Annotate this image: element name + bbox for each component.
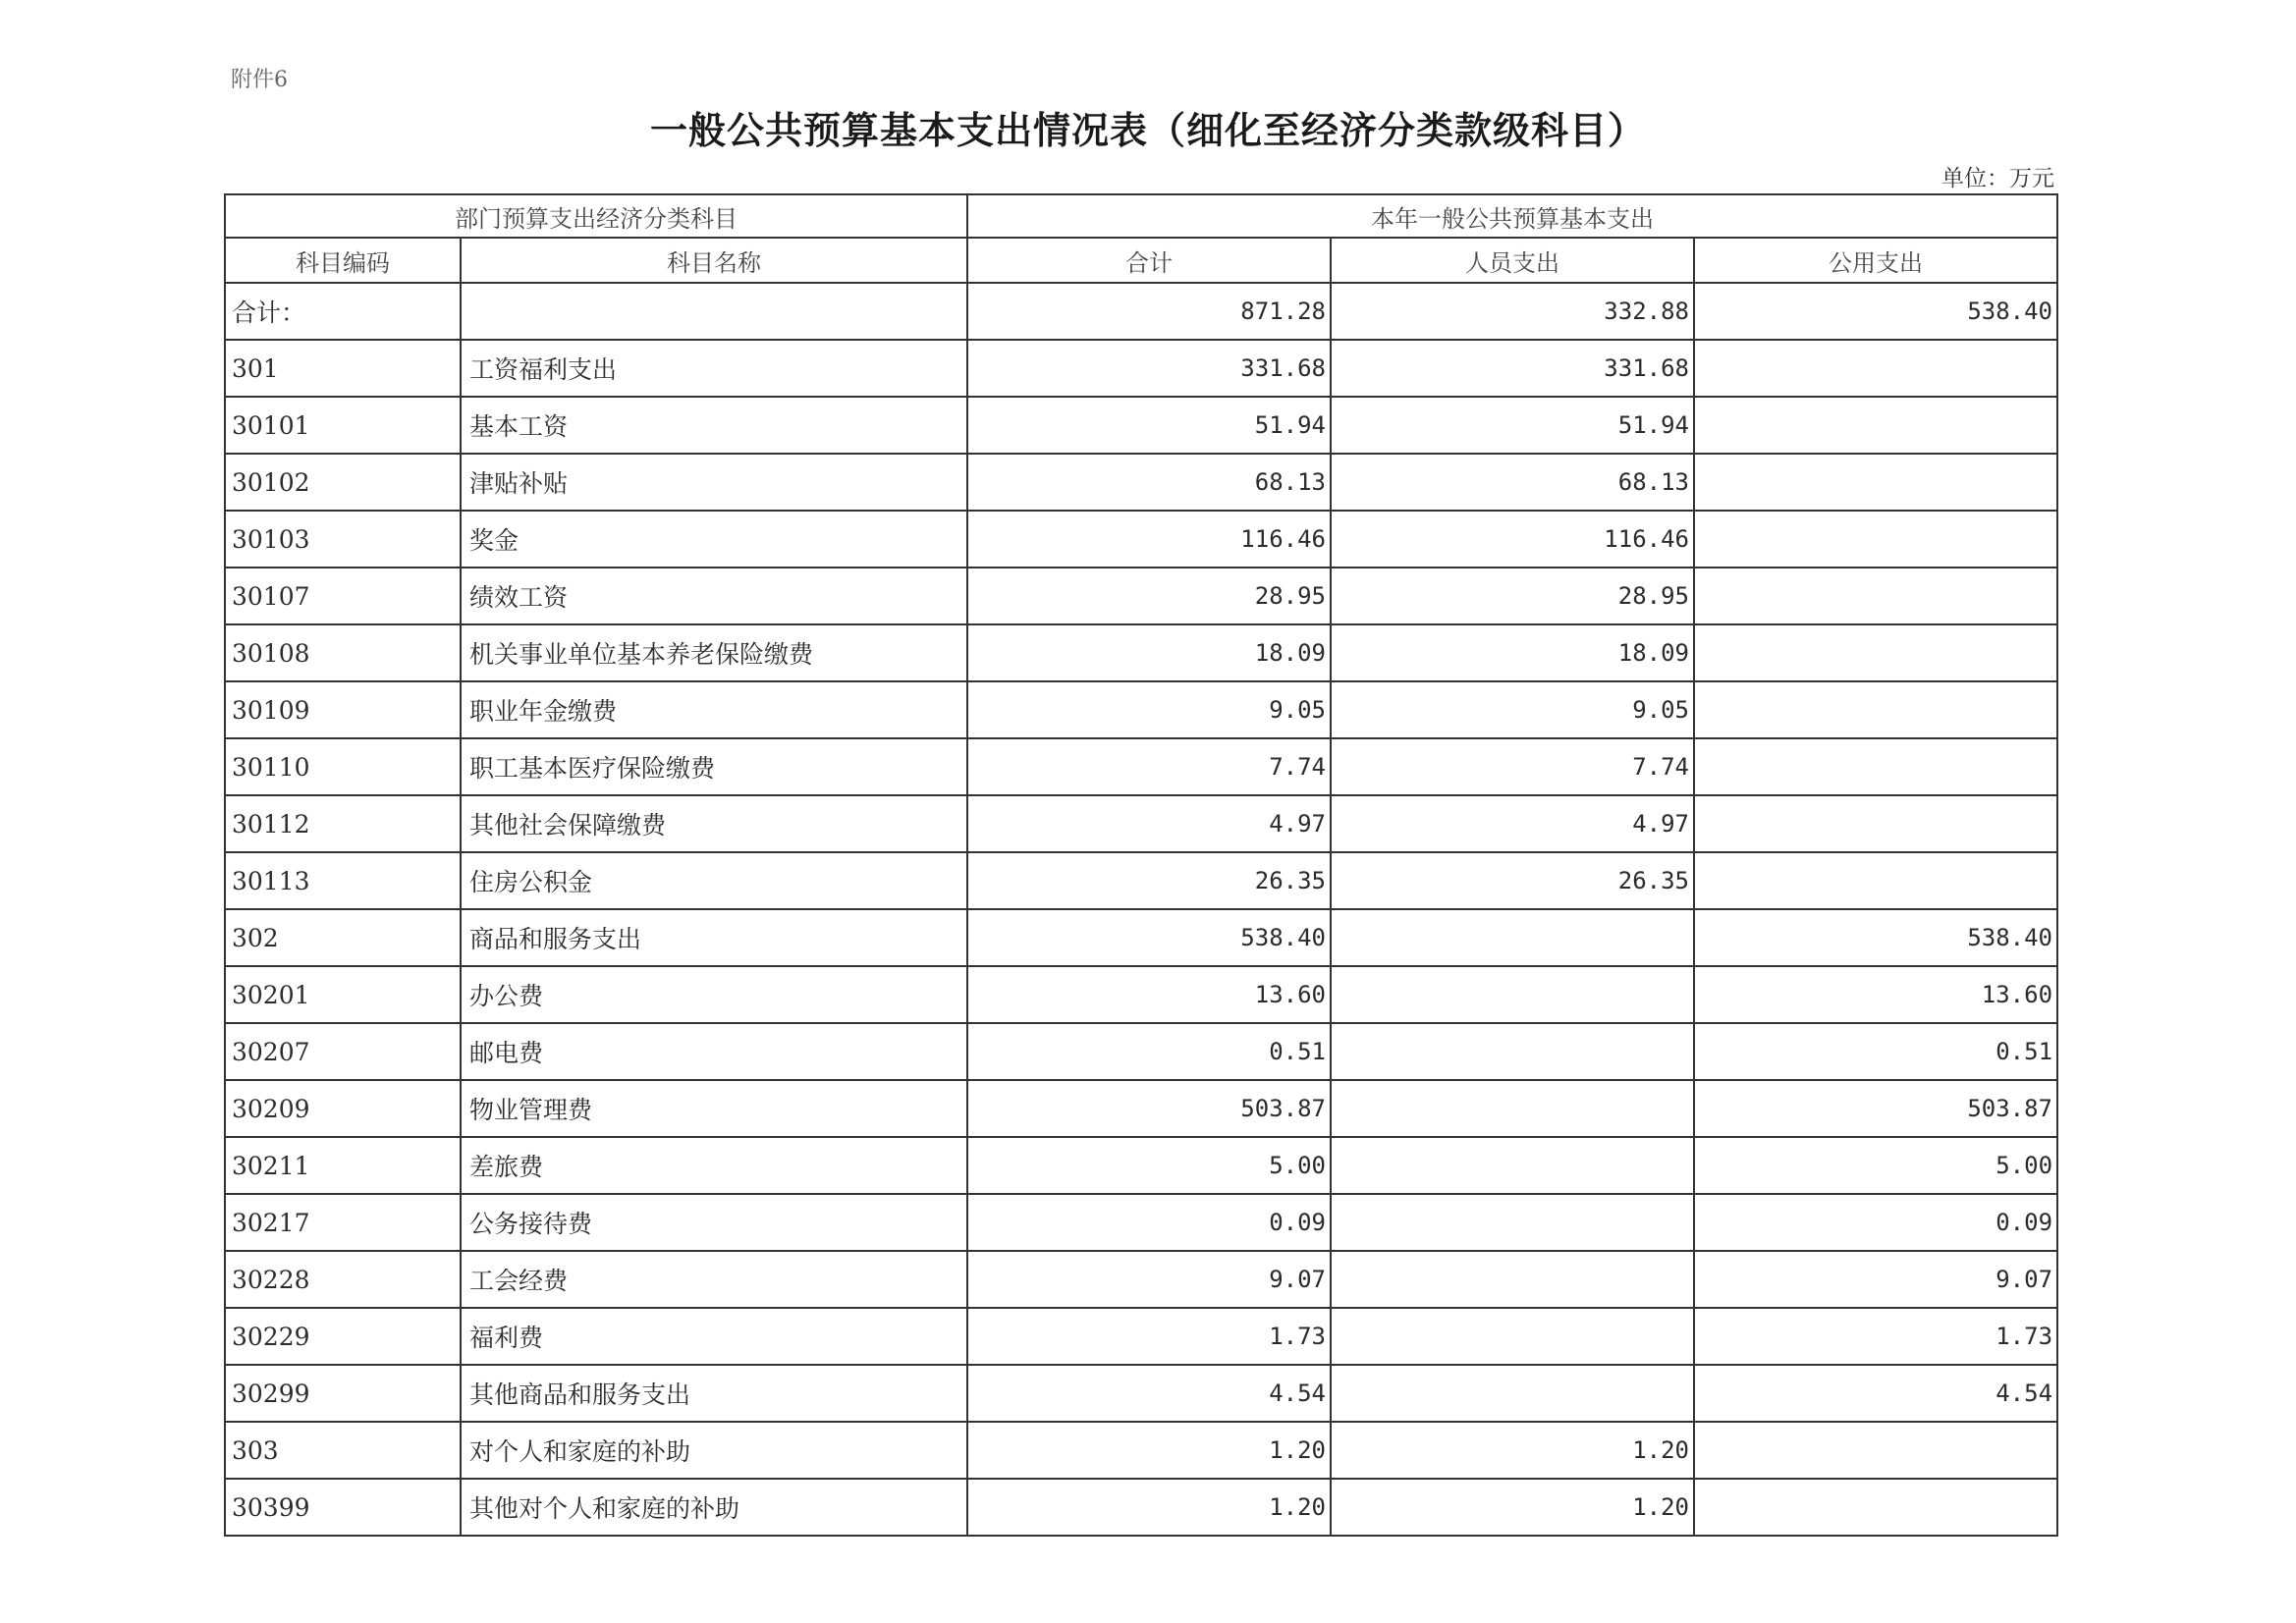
cell-public: 538.40: [1694, 909, 2057, 966]
cell-public: [1694, 738, 2057, 795]
cell-name: 物业管理费: [461, 1080, 967, 1137]
cell-personnel: [1331, 1308, 1694, 1365]
cell-public: 13.60: [1694, 966, 2057, 1023]
cell-personnel: 1.20: [1331, 1479, 1694, 1536]
cell-code: 合计：: [225, 283, 461, 340]
cell-name: 职业年金缴费: [461, 681, 967, 738]
column-header-row: [225, 238, 2057, 283]
cell-public: [1694, 624, 2057, 681]
cell-name: 其他社会保障缴费: [461, 795, 967, 852]
cell-code: 30102: [225, 454, 461, 511]
cell-personnel: 7.74: [1331, 738, 1694, 795]
cell-personnel: 26.35: [1331, 852, 1694, 909]
table-row: [225, 738, 2057, 795]
cell-name: 基本工资: [461, 397, 967, 454]
cell-name: 办公费: [461, 966, 967, 1023]
cell-code: 30103: [225, 511, 461, 568]
cell-public: 538.40: [1694, 283, 2057, 340]
unit-label: 单位：万元: [1941, 166, 2054, 191]
cell-name: 住房公积金: [461, 852, 967, 909]
cell-total: 5.00: [967, 1137, 1331, 1194]
cell-personnel: 28.95: [1331, 568, 1694, 624]
cell-public: [1694, 340, 2057, 397]
cell-personnel: 332.88: [1331, 283, 1694, 340]
cell-total: 4.97: [967, 795, 1331, 852]
cell-personnel: 51.94: [1331, 397, 1694, 454]
cell-personnel: 116.46: [1331, 511, 1694, 568]
cell-code: 30217: [225, 1194, 461, 1251]
cell-code: 301: [225, 340, 461, 397]
cell-public: 5.00: [1694, 1137, 2057, 1194]
table-row: [225, 1365, 2057, 1422]
cell-public: [1694, 397, 2057, 454]
table-row: [225, 454, 2057, 511]
cell-code: 30211: [225, 1137, 461, 1194]
cell-personnel: [1331, 966, 1694, 1023]
cell-name: 其他对个人和家庭的补助: [461, 1479, 967, 1536]
cell-personnel: [1331, 1194, 1694, 1251]
budget-table: [224, 193, 2058, 1537]
cell-public: [1694, 681, 2057, 738]
table-row: [225, 1308, 2057, 1365]
cell-code: 30110: [225, 738, 461, 795]
table-row: [225, 681, 2057, 738]
cell-total: 116.46: [967, 511, 1331, 568]
cell-code: 30101: [225, 397, 461, 454]
cell-total: 538.40: [967, 909, 1331, 966]
cell-personnel: [1331, 1137, 1694, 1194]
cell-total: 51.94: [967, 397, 1331, 454]
group-header-expenditure: 本年一般公共预算基本支出: [967, 194, 2057, 238]
cell-public: [1694, 852, 2057, 909]
cell-personnel: [1331, 909, 1694, 966]
cell-personnel: [1331, 1251, 1694, 1308]
cell-name: [461, 283, 967, 340]
group-header-classification: 部门预算支出经济分类科目: [225, 194, 967, 238]
cell-name: 福利费: [461, 1308, 967, 1365]
cell-name: 工资福利支出: [461, 340, 967, 397]
cell-total: 68.13: [967, 454, 1331, 511]
column-header-code: 科目编码: [225, 238, 461, 283]
cell-public: [1694, 511, 2057, 568]
cell-name: 机关事业单位基本养老保险缴费: [461, 624, 967, 681]
cell-code: 30107: [225, 568, 461, 624]
cell-personnel: [1331, 1365, 1694, 1422]
cell-public: 0.51: [1694, 1023, 2057, 1080]
table-row: [225, 1251, 2057, 1308]
cell-total: 503.87: [967, 1080, 1331, 1137]
column-header-total: 合计: [967, 238, 1331, 283]
table-row: [225, 624, 2057, 681]
cell-code: 30113: [225, 852, 461, 909]
cell-name: 奖金: [461, 511, 967, 568]
table-row: [225, 1422, 2057, 1479]
table-row: [225, 1137, 2057, 1194]
cell-code: 30299: [225, 1365, 461, 1422]
cell-total: 9.07: [967, 1251, 1331, 1308]
cell-code: 30112: [225, 795, 461, 852]
cell-name: 其他商品和服务支出: [461, 1365, 967, 1422]
cell-total: 0.09: [967, 1194, 1331, 1251]
group-header-row: [225, 194, 2057, 238]
cell-code: 30207: [225, 1023, 461, 1080]
cell-code: 30108: [225, 624, 461, 681]
cell-public: [1694, 1479, 2057, 1536]
cell-name: 邮电费: [461, 1023, 967, 1080]
column-header-personnel: 人员支出: [1331, 238, 1694, 283]
table-row: [225, 852, 2057, 909]
cell-code: 303: [225, 1422, 461, 1479]
cell-name: 工会经费: [461, 1251, 967, 1308]
column-header-public: 公用支出: [1694, 238, 2057, 283]
cell-name: 津贴补贴: [461, 454, 967, 511]
cell-personnel: 18.09: [1331, 624, 1694, 681]
table-row: [225, 511, 2057, 568]
attachment-label: 附件6: [231, 68, 288, 92]
table-row: [225, 1023, 2057, 1080]
cell-total: 1.73: [967, 1308, 1331, 1365]
cell-name: 公务接待费: [461, 1194, 967, 1251]
cell-code: 302: [225, 909, 461, 966]
cell-code: 30229: [225, 1308, 461, 1365]
cell-total: 13.60: [967, 966, 1331, 1023]
cell-total: 871.28: [967, 283, 1331, 340]
cell-name: 对个人和家庭的补助: [461, 1422, 967, 1479]
table-row: [225, 1479, 2057, 1536]
table-row: [225, 909, 2057, 966]
cell-public: 4.54: [1694, 1365, 2057, 1422]
cell-code: 30201: [225, 966, 461, 1023]
table-row: [225, 1080, 2057, 1137]
table-row: [225, 340, 2057, 397]
cell-name: 职工基本医疗保险缴费: [461, 738, 967, 795]
cell-public: 9.07: [1694, 1251, 2057, 1308]
cell-total: 26.35: [967, 852, 1331, 909]
cell-personnel: 331.68: [1331, 340, 1694, 397]
cell-name: 绩效工资: [461, 568, 967, 624]
cell-personnel: 4.97: [1331, 795, 1694, 852]
cell-total: 0.51: [967, 1023, 1331, 1080]
cell-total: 28.95: [967, 568, 1331, 624]
table-row: [225, 795, 2057, 852]
table-row: [225, 283, 2057, 340]
cell-total: 9.05: [967, 681, 1331, 738]
cell-code: 30209: [225, 1080, 461, 1137]
cell-code: 30109: [225, 681, 461, 738]
cell-total: 4.54: [967, 1365, 1331, 1422]
cell-code: 30399: [225, 1479, 461, 1536]
cell-personnel: 9.05: [1331, 681, 1694, 738]
cell-public: [1694, 795, 2057, 852]
cell-personnel: 1.20: [1331, 1422, 1694, 1479]
cell-name: 商品和服务支出: [461, 909, 967, 966]
table-row: [225, 1194, 2057, 1251]
cell-personnel: [1331, 1023, 1694, 1080]
cell-public: 503.87: [1694, 1080, 2057, 1137]
cell-total: 1.20: [967, 1479, 1331, 1536]
column-header-name: 科目名称: [461, 238, 967, 283]
cell-total: 18.09: [967, 624, 1331, 681]
table-row: [225, 966, 2057, 1023]
cell-personnel: 68.13: [1331, 454, 1694, 511]
cell-code: 30228: [225, 1251, 461, 1308]
cell-total: 7.74: [967, 738, 1331, 795]
cell-public: [1694, 1422, 2057, 1479]
cell-public: 0.09: [1694, 1194, 2057, 1251]
page-title: 一般公共预算基本支出情况表（细化至经济分类款级科目）: [649, 109, 1646, 152]
cell-personnel: [1331, 1080, 1694, 1137]
cell-name: 差旅费: [461, 1137, 967, 1194]
cell-public: 1.73: [1694, 1308, 2057, 1365]
cell-public: [1694, 568, 2057, 624]
cell-total: 1.20: [967, 1422, 1331, 1479]
table-row: [225, 397, 2057, 454]
cell-total: 331.68: [967, 340, 1331, 397]
cell-public: [1694, 454, 2057, 511]
table-row: [225, 568, 2057, 624]
